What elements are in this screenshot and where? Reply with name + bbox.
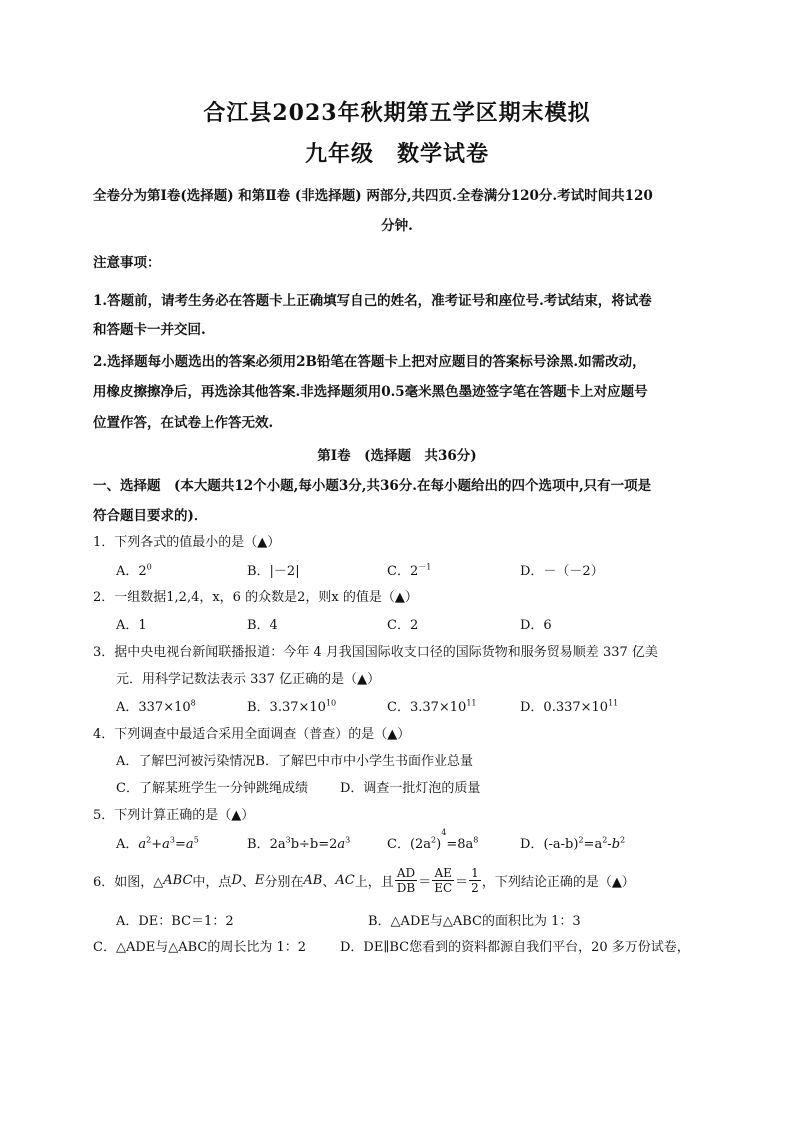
q1-option-c: C．$2^{-1}$ (387, 562, 432, 579)
q3-option-c: C．$3.37\times 10^{11}$ (387, 698, 477, 715)
q6-fraction-ae-ec: $\frac{AE}{EC}$ (434, 866, 453, 895)
q6-option-d: D．DE∥BC您看到的资料都源自我们平台，20 多万份试卷， (340, 940, 690, 955)
q4-stem: 4．下列调查中最适合采用全面调查（普查）的是（▲） (93, 727, 411, 742)
section1-heading: 第Ⅰ卷 (选择题 共36分) (317, 448, 477, 464)
q3-option-b: B．$3.37\times 10^{10}$ (247, 698, 337, 715)
q6-option-c: C．△ADE与△ABC的周长比为 1：2 (93, 940, 307, 955)
q3-option-d: D．$0.337\times 10^{11}$ (520, 698, 619, 715)
q1-option-a: A．$2^0$ (116, 562, 152, 579)
q1-option-d: D．－（－2） (520, 564, 604, 579)
q6-option-a: A．DE：BC＝1：2 (116, 914, 234, 929)
q1-stem: 1．下列各式的值最小的是（▲） (93, 535, 281, 550)
q2-option-b: B．4 (247, 618, 278, 633)
intro-line1: 全卷分为第Ⅰ卷(选择题) 和第Ⅱ卷 (非选择题) 两部分,共四页.全卷满分120分.考试时间共120 (93, 188, 653, 204)
note1-line1: 1.答题前，请考生务必在答题卡上正确填写自己的姓名，准考证号和座位号.考试结束，将试卷 (93, 293, 652, 309)
part1-title-line2: 符合题目要求的)． (93, 508, 208, 524)
q6-stem: 6．如图，△ ABC 中，点 D 、 E 分别在 AB 、 AC 上，且 $\frac{AD}{DB}$ ＝ $\frac{AE}{EC}$ ＝ $\frac{1}{2}$ ，下列结论正确的是（▲） (93, 866, 635, 895)
note2-line2: 用橡皮擦擦净后，再选涂其他答案.非选择题须用0.5毫米黑色墨迹签字笔在答题卡上对应题号 (93, 384, 648, 400)
q3-option-a: A．$337\times 10^8$ (116, 698, 196, 715)
q3-stem-line2: 元．用科学记数法表示 337 亿正确的是（▲） (116, 672, 381, 687)
q4-option-ab: A．了解巴河被污染情况B．了解巴中市中小学生书面作业总量 (116, 754, 473, 769)
note2-line1: 2.选择题每小题选出的答案必须用2B铅笔在答题卡上把对应题目的答案标号涂黑.如需改动， (93, 354, 646, 370)
exam-title-line2: 九年级 数学试卷 (304, 141, 489, 167)
q2-option-a: A．1 (116, 618, 147, 633)
note1-line2: 和答题卡一并交回. (93, 322, 206, 338)
notes-heading: 注意事项： (93, 255, 161, 271)
q6-fraction-one-half: $\frac{1}{2}$ (471, 866, 479, 895)
q5-option-d: D．$(-a-b)^2=a^2-b^2$ (520, 835, 626, 852)
q4-option-c: C．了解某班学生一分钟跳绳成绩 (116, 781, 308, 796)
q3-stem-line1: 3．据中央电视台新闻联播报道：今年 4 月我国国际收支口径的国际货物和服务贸易顺差 337 亿美 (93, 645, 658, 660)
q5-stem: 5．下列计算正确的是（▲） (93, 808, 255, 823)
intro-line2: 分钟. (381, 218, 413, 234)
q4-option-d: D．调查一批灯泡的质量 (340, 781, 481, 796)
q6-option-b: B．△ADE与△ABC的面积比为 1：3 (368, 914, 581, 929)
q2-option-c: C．2 (387, 618, 419, 633)
note2-line3: 位置作答，在试卷上作答无效. (93, 415, 274, 431)
q2-stem: 2．一组数据1,2,4，x，6 的众数是2，则x 的值是（▲） (93, 590, 418, 605)
q5-option-a: A．$a^2+a^3=a^5$ (116, 835, 199, 852)
part1-title-line1: 一、选择题 (本大题共12个小题,每小题3分,共36分.在每小题给出的四个选项中,只有一项是 (93, 478, 652, 494)
q6-fraction-ad-db: $\frac{AD}{DB}$ (396, 866, 416, 895)
q5-option-b: B．$2a^3b\div b=2a^3$ (247, 835, 351, 852)
q1-option-b: B．|－2| (247, 564, 300, 579)
exam-title-line1: 合江县2023年秋期第五学区期末模拟 (203, 100, 591, 126)
q5-option-c: C．$(2a^2)^4=8a^8$ (387, 827, 479, 852)
q2-option-d: D．6 (520, 618, 552, 633)
